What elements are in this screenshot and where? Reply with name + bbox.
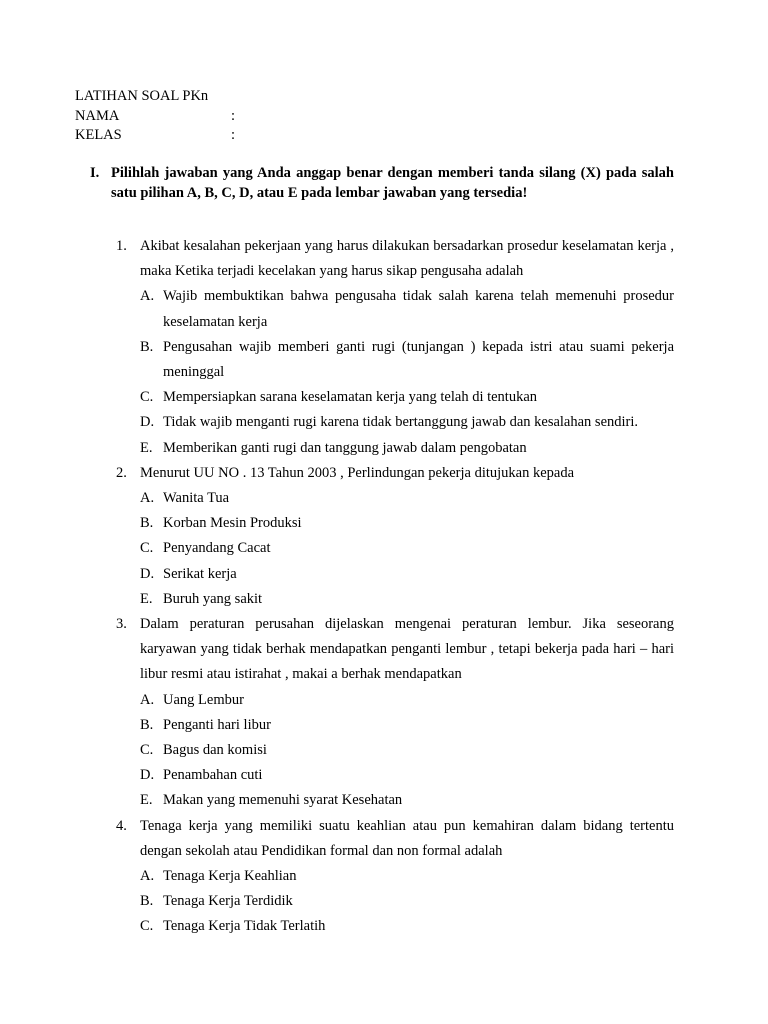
question-item — [116, 234, 674, 461]
answer-option — [140, 713, 674, 738]
option-letter: E. — [140, 792, 153, 809]
option-text: Memberikan ganti rugi dan tanggung jawab dalam pengobatan — [163, 439, 527, 456]
option-text: Makan yang memenuhi syarat Kesehatan — [163, 792, 403, 809]
option-letter: D. — [140, 414, 155, 431]
answer-option — [140, 914, 674, 939]
answer-option — [140, 688, 674, 713]
question-text: Menurut UU NO . 13 Tahun 2003 , Perlindungan pekerja ditujukan kepada — [140, 464, 575, 481]
question-number: 4. — [116, 817, 127, 834]
option-text: Serikat kerja — [163, 565, 237, 582]
question-text: Akibat kesalahan pekerjaan yang harus dilakukan bersadarkan prosedur keselamatan kerja , maka Ketika terjadi kecelakan yang harus sikap pengusaha adalah — [140, 238, 674, 280]
option-letter: C. — [140, 389, 154, 406]
option-letter: C. — [140, 540, 154, 557]
option-letter: B. — [140, 893, 154, 910]
option-letter: A. — [140, 691, 155, 708]
option-text: Tenaga Kerja Tidak Terlatih — [163, 918, 326, 935]
question-number: 2. — [116, 464, 127, 481]
answer-option — [140, 763, 674, 788]
class-label: KELAS — [75, 127, 122, 143]
option-text: Penyandang Cacat — [163, 540, 271, 557]
question-text: Tenaga kerja yang memiliki suatu keahlian atau pun kemahiran dalam bidang tertentu dengan sekolah atau Pendidikan formal dan non formal adalah — [140, 817, 674, 859]
answer-option — [140, 738, 674, 763]
answer-option — [140, 284, 674, 334]
answer-option — [140, 410, 674, 435]
option-letter: B. — [140, 338, 154, 355]
option-letter: C. — [140, 742, 154, 759]
option-text: Wanita Tua — [163, 490, 230, 507]
question-list — [116, 234, 674, 940]
option-letter: E. — [140, 590, 153, 607]
question-item — [116, 612, 674, 814]
answer-option — [140, 436, 674, 461]
option-letter: D. — [140, 767, 155, 784]
answer-option — [140, 511, 674, 536]
option-letter: B. — [140, 716, 154, 733]
answer-option — [140, 335, 674, 385]
option-text: Bagus dan komisi — [163, 742, 267, 759]
option-text: Penganti hari libur — [163, 716, 271, 733]
worksheet-title: LATIHAN SOAL PKn — [75, 88, 209, 104]
answer-option — [140, 562, 674, 587]
option-text: Tenaga Kerja Terdidik — [163, 893, 293, 910]
option-text: Wajib membuktikan bahwa pengusaha tidak salah karena telah memenuhi prosedur keselamatan kerja — [163, 288, 674, 330]
option-text: Penambahan cuti — [163, 767, 263, 784]
answer-option — [140, 587, 674, 612]
option-text: Mempersiapkan sarana keselamatan kerja yang telah di tentukan — [163, 389, 538, 406]
option-letter: A. — [140, 288, 155, 305]
option-letter: A. — [140, 490, 155, 507]
question-item — [116, 461, 674, 612]
option-text: Tenaga Kerja Keahlian — [163, 868, 297, 885]
option-letter: C. — [140, 918, 154, 935]
section-number: I. — [90, 165, 100, 181]
option-text: Buruh yang sakit — [163, 590, 263, 607]
answer-option — [140, 889, 674, 914]
instruction-section — [90, 163, 674, 203]
name-colon: : — [231, 107, 236, 124]
option-letter: A. — [140, 868, 155, 885]
question-number: 1. — [116, 238, 127, 254]
class-field — [75, 126, 375, 146]
answer-option — [140, 864, 674, 889]
answer-option — [140, 385, 674, 410]
question-text: Dalam peraturan perusahan dijelaskan mengenai peraturan lembur. Jika seseorang karyawan yang tidak berhak mendapatkan penganti lembur , tetapi bekerja pada hari – hari libur resmi atau istirahat , makai a berhak mendapatkan — [140, 616, 674, 683]
question-number: 3. — [116, 616, 127, 633]
class-colon: : — [231, 127, 236, 143]
option-text: Uang Lembur — [163, 691, 244, 708]
option-text: Tidak wajib menganti rugi karena tidak bertanggung jawab dan kesalahan sendiri. — [163, 414, 639, 431]
instruction-text: Pilihlah jawaban yang Anda anggap benar dengan memberi tanda silang (X) pada salah satu pilihan A, B, C, D, atau E pada lembar jawaban yang tersedia! — [111, 165, 674, 201]
question-item — [116, 814, 674, 940]
name-field — [75, 107, 375, 127]
name-label: NAMA — [75, 107, 120, 124]
option-letter: E. — [140, 439, 153, 456]
option-letter: B. — [140, 515, 154, 532]
answer-option — [140, 536, 674, 561]
option-text: Pengusahan wajib memberi ganti rugi (tunjangan ) kepada istri atau suami pekerja meninggal — [163, 338, 674, 381]
answer-option — [140, 788, 674, 813]
answer-option — [140, 486, 674, 511]
option-text: Korban Mesin Produksi — [163, 515, 302, 532]
option-letter: D. — [140, 565, 155, 582]
worksheet-header — [75, 87, 375, 146]
